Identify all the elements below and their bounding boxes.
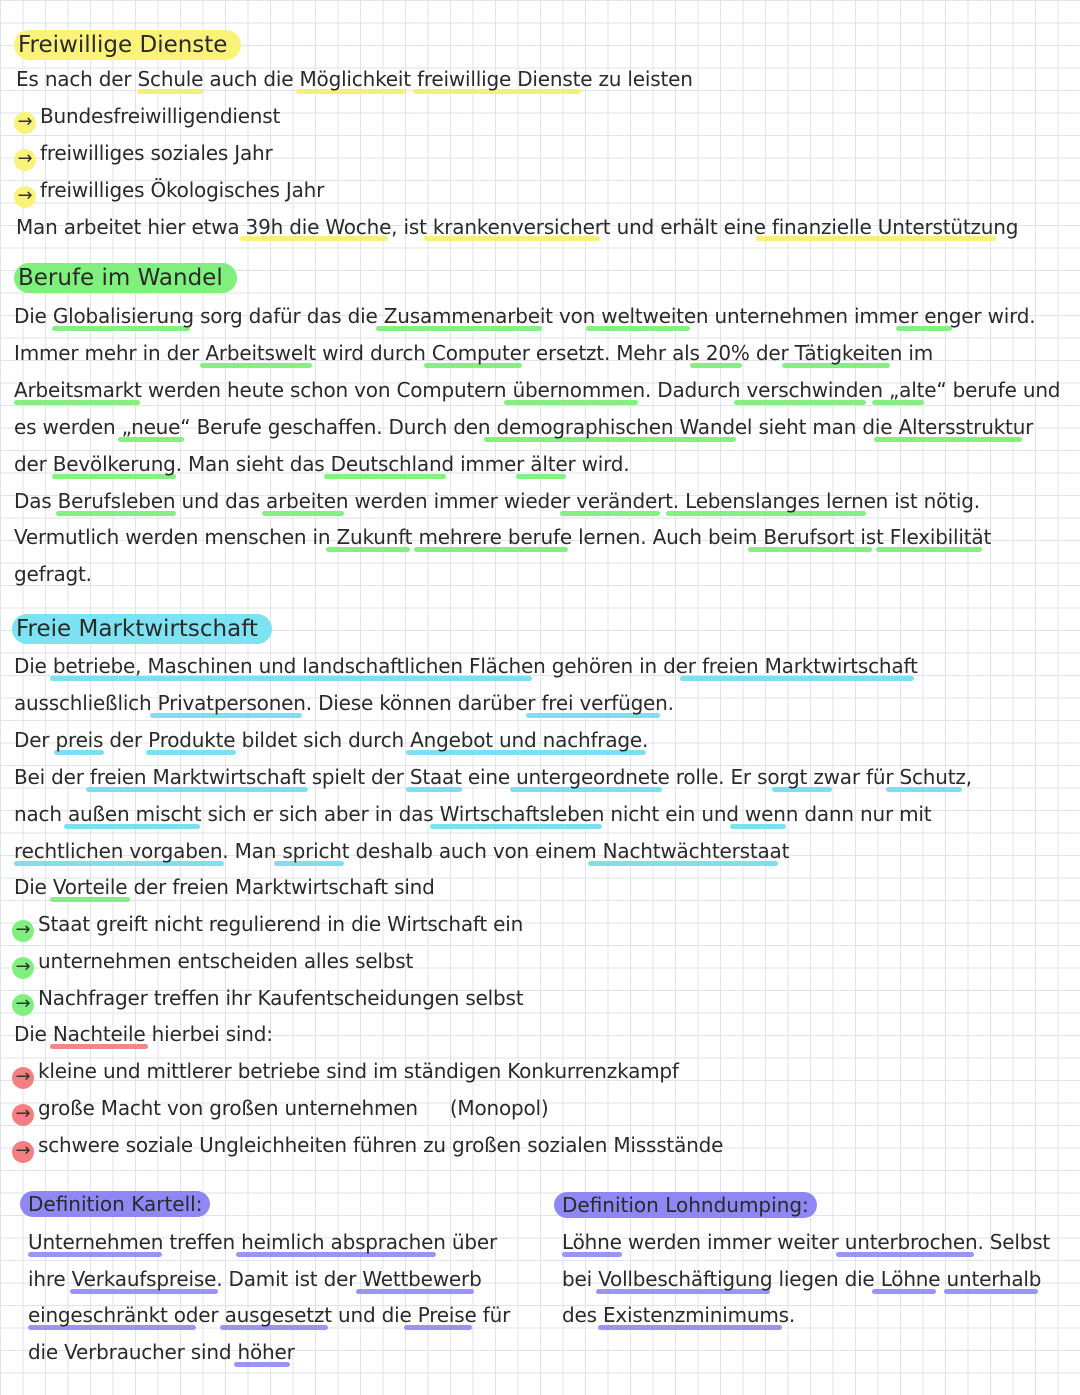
arrow-right-icon: →: [14, 112, 36, 134]
nachteile-intro: Die Nachteile hierbei sind:: [14, 1022, 273, 1046]
arrow-right-icon: →: [14, 149, 36, 171]
heading-berufe-im-wandel: Berufe im Wandel: [14, 263, 237, 293]
markt-line: rechtlichen vorgaben. Man spricht deshalb auch von einem Nachtwächterstaat: [14, 839, 790, 863]
heading-definition-lohndumping: Definition Lohndumping:: [554, 1192, 817, 1218]
arrow-right-icon: →: [12, 1104, 34, 1126]
freiwillige-item: → freiwilliges Ökologisches Jahr: [14, 176, 324, 208]
monopol-note: (Monopol): [449, 1096, 549, 1120]
berufe-line: Vermutlich werden menschen in Zukunft mehrere berufe lernen. Auch beim Berufsort ist Flexibilität: [14, 525, 992, 549]
nachteil-item: → große Macht von großen unternehmen (Monopol): [12, 1094, 549, 1126]
arrow-right-icon: →: [12, 994, 34, 1016]
berufe-line: Arbeitsmarkt werden heute schon von Computern übernommen. Dadurch verschwinden „alte“ berufe und: [14, 378, 1061, 402]
berufe-line: Die Globalisierung sorg dafür das die Zusammenarbeit von weltweiten unternehmen immer enger wird.: [14, 304, 1036, 328]
nachteil-item: → kleine und mittlerer betriebe sind im ständigen Konkurrenzkampf: [12, 1057, 679, 1089]
berufe-line: es werden „neue“ Berufe geschaffen. Durch den demographischen Wandel sieht man die Altersstruktur: [14, 415, 1034, 439]
markt-line: ausschließlich Privatpersonen. Diese können darüber frei verfügen.: [14, 691, 674, 715]
kartell-line: die Verbraucher sind höher: [28, 1340, 295, 1364]
kartell-line: ihre Verkaufspreise. Damit ist der Wettbewerb: [28, 1267, 482, 1291]
arrow-right-icon: →: [14, 186, 36, 208]
freiwillige-item: → Bundesfreiwilligendienst: [14, 102, 280, 134]
heading-definition-kartell: Definition Kartell:: [20, 1191, 210, 1217]
kartell-line: Unternehmen treffen heimlich absprachen über: [28, 1230, 497, 1254]
markt-line: Bei der freien Marktwirtschaft spielt der Staat eine untergeordnete rolle. Er sorgt zwar für Schutz,: [14, 765, 972, 789]
berufe-line: gefragt.: [14, 562, 92, 586]
lohndumping-line: Löhne werden immer weiter unterbrochen. Selbst: [562, 1230, 1051, 1254]
lohndumping-line: bei Vollbeschäftigung liegen die Löhne unterhalb: [562, 1267, 1042, 1291]
kartell-line: eingeschränkt oder ausgesetzt und die Preise für: [28, 1303, 511, 1327]
heading-freie-marktwirtschaft: Freie Marktwirtschaft: [12, 614, 272, 644]
berufe-line: Das Berufsleben und das arbeiten werden immer wieder verändert. Lebenslanges lernen ist nötig.: [14, 489, 980, 513]
heading-freiwillige-dienste: Freiwillige Dienste: [14, 30, 241, 60]
freiwillige-outro: Man arbeitet hier etwa 39h die Woche, ist krankenversichert und erhält eine finanzielle Unterstützung: [16, 215, 1019, 239]
markt-line: Die betriebe, Maschinen und landschaftlichen Flächen gehören in der freien Marktwirtschaft: [14, 654, 918, 678]
markt-line: nach außen mischt sich er sich aber in das Wirtschaftsleben nicht ein und wenn dann nur mit: [14, 802, 932, 826]
lohndumping-line: des Existenzminimums.: [562, 1303, 796, 1327]
arrow-right-icon: →: [12, 957, 34, 979]
freiwillige-item: → freiwilliges soziales Jahr: [14, 139, 273, 171]
vorteil-item: → Nachfrager treffen ihr Kaufentscheidungen selbst: [12, 984, 523, 1016]
freiwillige-intro: Es nach der Schule auch die Möglichkeit freiwillige Dienste zu leisten: [16, 67, 693, 91]
markt-line: Der preis der Produkte bildet sich durch Angebot und nachfrage.: [14, 728, 649, 752]
arrow-right-icon: →: [12, 1141, 34, 1163]
vorteil-item: → unternehmen entscheiden alles selbst: [12, 947, 413, 979]
markt-line: Die Vorteile der freien Marktwirtschaft sind: [14, 875, 435, 899]
nachteil-item: → schwere soziale Ungleichheiten führen zu großen sozialen Missstände: [12, 1131, 723, 1163]
arrow-right-icon: →: [12, 1067, 34, 1089]
berufe-line: Immer mehr in der Arbeitswelt wird durch Computer ersetzt. Mehr als 20% der Tätigkeiten im: [14, 341, 934, 365]
berufe-line: der Bevölkerung. Man sieht das Deutschland immer älter wird.: [14, 452, 630, 476]
vorteil-item: → Staat greift nicht regulierend in die Wirtschaft ein: [12, 910, 523, 942]
arrow-right-icon: →: [12, 920, 34, 942]
